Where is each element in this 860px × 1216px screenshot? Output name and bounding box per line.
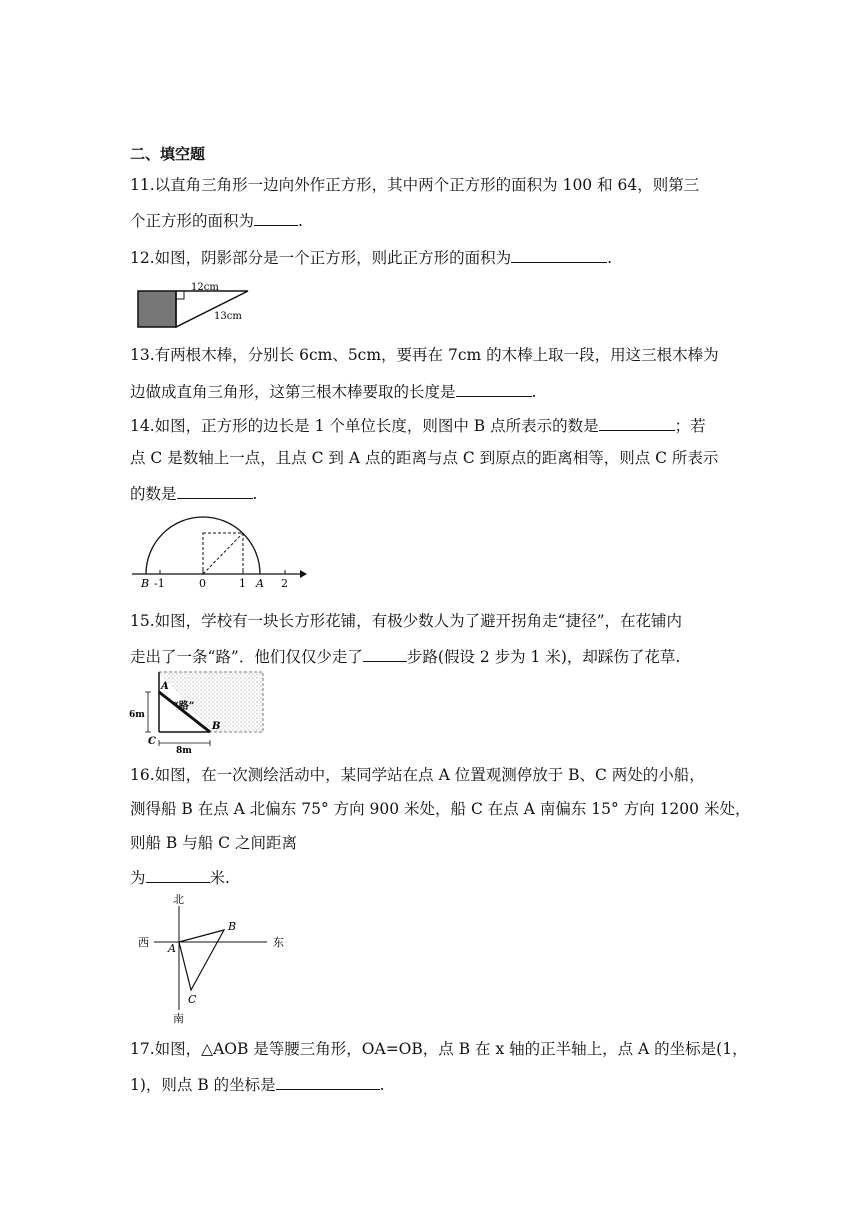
q15-label-6m: 6m bbox=[129, 710, 145, 720]
q16-answer-blank[interactable] bbox=[146, 866, 210, 883]
q14-period: . bbox=[252, 485, 258, 503]
q14-line1 bbox=[130, 414, 706, 436]
q14-axis-arrow bbox=[300, 570, 307, 578]
q17-period: . bbox=[379, 1076, 385, 1094]
q14-text: 14.如图，正方形的边长是 1 个单位长度，则图中 B 点所表示的数是 bbox=[130, 417, 599, 435]
q16-triangle-ABC bbox=[179, 930, 224, 990]
q14-label-A: A bbox=[256, 577, 264, 590]
q17-line2 bbox=[130, 1073, 385, 1095]
q13-period: . bbox=[531, 383, 537, 401]
q15-answer-blank[interactable] bbox=[363, 645, 407, 662]
q16-text: 为 bbox=[130, 869, 146, 887]
q16-label-west: 西 bbox=[138, 936, 149, 949]
q16-compass-figure bbox=[132, 888, 302, 1025]
q12-figure bbox=[136, 280, 266, 330]
q12-shaded-square bbox=[138, 291, 176, 327]
q16-line1: 16.如图，在一次测绘活动中，某同学站在点 A 位置观测停放于 B、C 两处的小船， bbox=[130, 766, 705, 784]
q11-answer-blank[interactable] bbox=[254, 209, 298, 226]
q16-label-A: A bbox=[168, 942, 176, 955]
q16-line3: 则船 B 与船 C 之间距离 bbox=[130, 834, 297, 852]
q12-label-12cm: 12cm bbox=[191, 282, 219, 293]
q14-label-2: 2 bbox=[281, 577, 288, 590]
q16-label-north: 北 bbox=[173, 893, 184, 906]
q15-flowerbed-figure bbox=[128, 665, 278, 755]
q14-answer-blank-2[interactable] bbox=[177, 482, 253, 499]
q14-diagonal bbox=[203, 533, 243, 574]
q15-label-A: A bbox=[161, 681, 169, 692]
q16-label-south: 南 bbox=[173, 1012, 184, 1025]
q15-label-road: “路” bbox=[173, 701, 195, 712]
q13-line2 bbox=[130, 380, 536, 402]
q14-answer-blank-1[interactable] bbox=[599, 414, 675, 431]
q15-label-C: C bbox=[148, 736, 156, 747]
q14-number-line-figure bbox=[130, 508, 310, 588]
q12-label-13cm: 13cm bbox=[214, 311, 242, 322]
q15-line2 bbox=[130, 645, 680, 667]
q15-line1: 15.如图，学校有一块长方形花铺，有极少数人为了避开拐角走“捷径”，在花铺内 bbox=[130, 612, 683, 630]
q12-right-angle-mark bbox=[176, 291, 184, 299]
q12-period: . bbox=[607, 249, 613, 267]
q11-line2 bbox=[130, 209, 303, 231]
q12-text: 12.如图，阴影部分是一个正方形，则此正方形的面积为 bbox=[130, 249, 512, 267]
q14-dashed-square bbox=[203, 533, 243, 574]
q15-label-B: B bbox=[212, 721, 221, 732]
q15-label-8m: 8m bbox=[176, 746, 192, 756]
q14-text-2: ；若 bbox=[674, 417, 706, 435]
q17-line1: 17.如图，△AOB 是等腰三角形，OA=OB，点 B 在 x 轴的正半轴上，点 A 的坐标是(1， bbox=[130, 1040, 748, 1058]
q14-line3 bbox=[130, 482, 257, 504]
q14-line2: 点 C 是数轴上一点，且点 C 到 A 点的距离与点 C 到原点的距离相等，则点 C 所表示 bbox=[130, 449, 719, 467]
q14-label-m1: -1 bbox=[154, 577, 165, 590]
q13-line1: 13.有两根木棒，分别长 6cm、5cm，要再在 7cm 的木棒上取一段，用这三根木棒为 bbox=[130, 346, 719, 364]
q12-answer-blank[interactable] bbox=[511, 246, 607, 263]
q16-text-2: 米. bbox=[209, 869, 230, 887]
q16-label-C: C bbox=[188, 993, 197, 1006]
q14-label-B: B bbox=[141, 577, 150, 590]
q11-line1: 11.以直角三角形一边向外作正方形，其中两个正方形的面积为 100 和 64，则第三 bbox=[130, 176, 700, 194]
q11-text: 个正方形的面积为 bbox=[130, 212, 255, 230]
q17-answer-blank[interactable] bbox=[276, 1073, 380, 1090]
q11-period: . bbox=[298, 212, 303, 230]
q16-label-east: 东 bbox=[273, 936, 284, 949]
q14-label-0: 0 bbox=[199, 577, 206, 590]
q12-line1 bbox=[130, 246, 612, 268]
q15-text-2: 步路(假设 2 步为 1 米)，却踩伤了花草. bbox=[406, 648, 681, 666]
q16-label-B: B bbox=[228, 920, 237, 933]
q13-answer-blank[interactable] bbox=[456, 380, 532, 397]
q17-text: 1)，则点 B 的坐标是 bbox=[130, 1076, 276, 1094]
q16-line2: 测得船 B 在点 A 北偏东 75° 方向 900 米处，船 C 在点 A 南偏东 15° 方向 1200 米处， bbox=[130, 800, 751, 818]
q13-text: 边做成直角三角形，这第三根木棒要取的长度是 bbox=[130, 383, 456, 401]
q14-text-3: 的数是 bbox=[130, 485, 177, 503]
q15-text: 走出了一条“路”．他们仅仅少走了 bbox=[130, 648, 363, 666]
q16-line4 bbox=[130, 866, 230, 888]
q14-label-1: 1 bbox=[239, 577, 246, 590]
section-title: 二、填空题 bbox=[130, 145, 206, 163]
